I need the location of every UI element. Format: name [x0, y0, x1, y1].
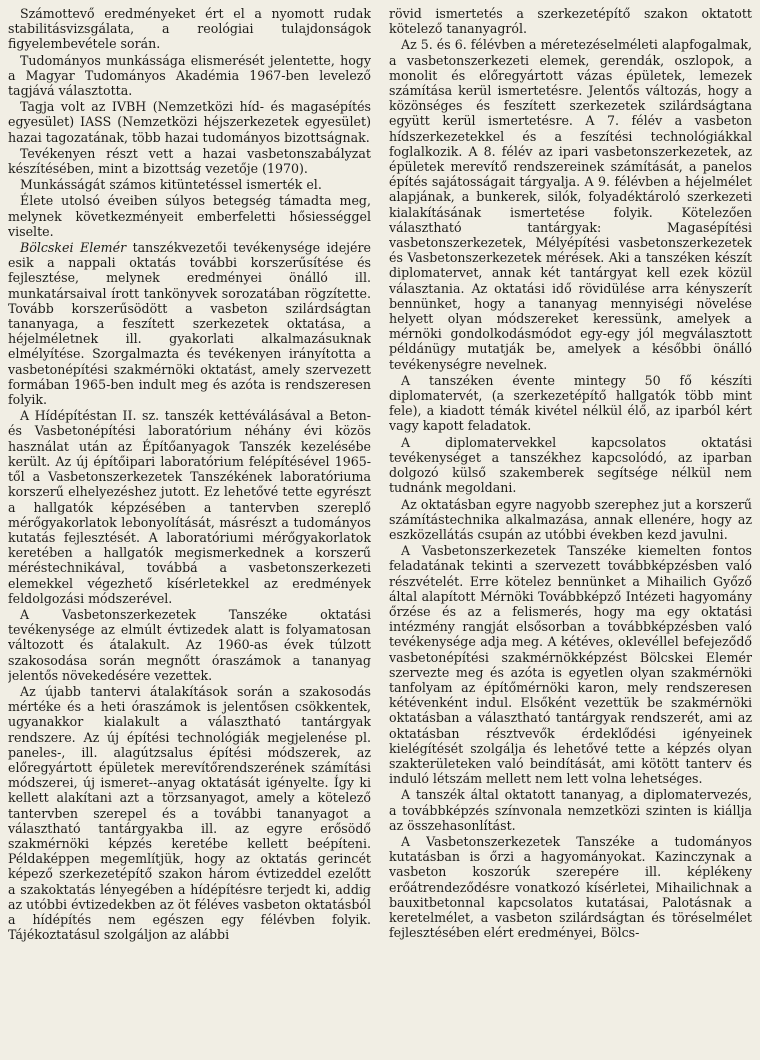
paragraph: [8, 607, 371, 683]
paragraph-text: Tudományos munkássága elismerését jelentette, hogy a Magyar Tudományos Akadémia 1967-ben levelező tagjává választotta.: [8, 52, 371, 99]
paragraph-text: Élete utolsó éveiben súlyos betegség támadta meg, melynek következményeit emberfeletti hősiességgel viselte.: [8, 193, 371, 239]
paragraph: [8, 6, 371, 52]
paragraph-text: A Vasbetonszerkezetek Tanszéke kiemelten fontos feladatának tekinti a szervezett továbbképzésben való részvételét. Erre kötelez bennünket a Mihailich Győző által alapított Mérnöki Továbbképző Intézeti hagyomány őrzése és az a felismerés, hogy ma egy oktatási intézmény rangját elsősorban a továbbképzésben való tevékenysége adja meg. A kétéves, oklevéllel befejeződő vasbetonépítési szakmérnökképzést Bölcskei Elemér szervezte meg és azóta is egyetlen olyan szakmérnöki tanfolyam az építőmérnöki karon, mely rendszeresen kétévenként indul. Elsőként vezettük be szakmérnöki oktatásban a választható tantárgyak rendszerét, ami az oktatásban résztvevők érdeklődési igényeinek kielégítését szolgálja és lehetővé tette a képzés olyan szakterületeken való beindítását, ami kötött tanterv és induló létszám mellett nem lett volna lehetséges.: [389, 543, 752, 787]
paragraph-text: A tanszék által oktatott tananyag, a diplomatervezés, a továbbképzés színvonala nemzetközi szinten is kiállja az összehasonlítást.: [389, 787, 752, 833]
paragraph: [389, 497, 752, 543]
paragraph: [389, 787, 752, 833]
paragraph-text: rövid ismertetés a szerkezetépítő szakon oktatott kötelező tananyagról.: [389, 6, 752, 37]
right-column: [389, 6, 752, 1060]
paragraph: [389, 543, 752, 786]
paragraph: [8, 240, 371, 407]
paragraph-text: Tagja volt az IVBH (Nemzetközi híd- és magasépítés egyesület) IASS (Nemzetközi héjszerkezetek egyesület) hazai tagozatának, több hazai tudományos bizottságnak.: [8, 99, 371, 145]
paragraph-text: A Vasbetonszerkezetek Tanszéke oktatási tevékenysége az elmúlt évtizedek alatt is folyamatosan változott és átalakult. Az 1960-as évek túlzott szakosodása során megnőtt óraszámok a tananyag jelentős növekedésére vezettek.: [8, 606, 371, 683]
paragraph-text: Az újabb tantervi átalakítások során a szakosodás mértéke és a heti óraszámok is jelentősen csökkentek, ugyanakkor kialakult a választható tantárgyak rendszere. Az új építési technológiák megjelenése pl. paneles-, ill. alagútzsalus építési módszerek, az előregyártott épületek merevítőrendszerének számítási módszerei, új ismeret--anyag oktatását igényelte. Így ki kellett alakítani azt a törzsanyagot, amely a kötelező tantervben szerepel és a további tananyagot a választható tantárgyakba ill. az egyre erősödő szakmérnöki képzés keretébe kellett beépíteni. Példaképpen megemlítjük, hogy az oktatás gerincét képező szerkezetépítő szakon három évtizeddel ezelőtt a szakoktatás lényegében a hídépítésre terjedt ki, addig az utóbbi évtizedekben az öt féléves vasbeton oktatásból a hídépítés nem egészen egy félévben folyik. Tájékoztatásul szolgáljon az alábbi: [8, 683, 371, 943]
paragraph: [389, 373, 752, 434]
paragraph-text: Munkásságát számos kitüntetéssel ismerték el.: [20, 177, 322, 193]
paragraph: [389, 834, 752, 940]
paragraph-text: Az oktatásban egyre nagyobb szerephez jut a korszerű számítástechnika alkalmazása, annak ellenére, hogy az eszközellátás csupán az utóbbi években kezd javulni.: [389, 496, 752, 542]
left-column: [8, 6, 371, 1060]
paragraph-text: Az 5. és 6. félévben a méretezéselméleti alapfogalmak, a vasbetonszerkezeti elemek, gerendák, oszlopok, a monolit és előregyártott vázas épületek, lemezek számítása kerül ismertetésre. Jelentős változás, hogy a közönséges és feszített szerkezetek szilárdságtana együtt kerül ismertetésre. A 7. félév a vasbeton hídszerkezetekkel és a feszítési technológiákkal foglalkozik. A 8. félév az ipari vasbetonszerkezetek, az épületek merevítő rendszereinek számítását, a panelos építés sajátosságait tárgyalja. A 9. félévben a héjelmélet alapjának, a bunkerek, silók, folyadéktároló szerkezeti kialakításának ismertetése folyik. Kötelezően választható tantárgyak: Magasépítési vasbetonszerkezetek, Mélyépítési vasbetonszerkezetek és Vasbetonszerkezetek mérések. Aki a tanszéken készít diplomatervet, annak két tantárgyat kell ezek közül választania. Az oktatási idő rövidülése arra kényszerít bennünket, hogy a tananyag mennyiségi növelése helyett olyan módszereket keressünk, amelyek a mérnöki gondolkodásmódot egy-egy jól megválasztott példánügy mutatják be, amelyek a későbbi önálló tevékenységre nevelnek.: [389, 37, 752, 372]
paragraph: [8, 408, 371, 606]
paragraph: [8, 177, 371, 192]
paragraph-text: Tevékenyen részt vett a hazai vasbetonszabályzat készítésében, mint a bizottság vezetője (1970).: [8, 145, 371, 177]
paragraph-text: A Hídépítéstan II. sz. tanszék kettéválásával a Beton- és Vasbetonépítési laboratórium néhány évi közös használat után az Építőanyagok Tanszék kezelésébe került. Az új építőipari laboratórium felépítésével 1965-től a Vasbetonszerkezetek Tanszékének laboratóriuma korszerű elhelyezéshez jutott. Ez lehetővé tette egyrészt a hallgatók képzésében a tantervben szereplő mérőgyakorlatok lebonyolítását, másrészt a tudományos kutatás fejlesztését. A laboratóriumi mérőgyakorlatok keretében a hallgatók megismerkednek a korszerű méréstechnikával, továbbá a vasbetonszerkezeti elemekkel végezhető kísérletekkel az eredmények feldolgozási módszerével.: [8, 408, 371, 606]
paragraph: [389, 435, 752, 496]
paragraph: [8, 53, 371, 99]
paragraph: [8, 146, 371, 176]
paragraph: [8, 193, 371, 239]
paragraph-text: A diplomatervekkel kapcsolatos oktatási tevékenységet a tanszékhez kapcsolódó, az iparban dolgozó külső szakemberek segítsége nélkül nem tudnánk megoldani.: [389, 434, 752, 496]
paragraph: [389, 37, 752, 371]
paragraph: [8, 684, 371, 942]
paragraph-text: tanszékvezetői tevékenysége idejére esik a nappali oktatás további korszerűsítése és fejlesztése, melynek eredményei önálló ill. munkatársaival írott tankönyvek sorozatában rögzítette. Tovább korszerűsödött a vasbeton szilárdságtan tananyaga, a feszített szerkezetek oktatása, a héjelméletnek ill. gyakorlati alkalmazásuknak elmélyítése. Szorgalmazta és tevékenyen irányította a vasbetonépítési szakmérnöki oktatást, amely szervezett formában 1965-ben indult meg és azóta is rendszeresen folyik.: [8, 240, 371, 408]
person-name: Bölcskei Elemér: [20, 240, 127, 256]
paragraph: [8, 99, 371, 145]
paragraph-text: Számottevő eredményeket ért el a nyomott rudak stabilitásvizsgálata, a reológiai tulajdonságok figyelembevétele során.: [8, 6, 371, 52]
paragraph-text: A Vasbetonszerkezetek Tanszéke a tudományos kutatásban is őrzi a hagyományokat. Kazinczynak a vasbeton koszorúk szerepére ill. képlékeny erőátrendeződésre vonatkozó kísérletei, Mihailichnak a bauxitbetonnal kapcsolatos kutatásai, Palotásnak a keretelmélet, a vasbeton szilárdságtan és töréselmélet fejlesztésében elért eredményei, Bölcs-: [389, 833, 752, 941]
paragraph-text: A tanszéken évente mintegy 50 fő készíti diplomatervét, (a szerkezetépítő hallgatók több mint fele), a kiadott témák kivétel nélkül élő, az iparból kért vagy kapott feladatok.: [389, 372, 752, 434]
paragraph: [389, 6, 752, 36]
